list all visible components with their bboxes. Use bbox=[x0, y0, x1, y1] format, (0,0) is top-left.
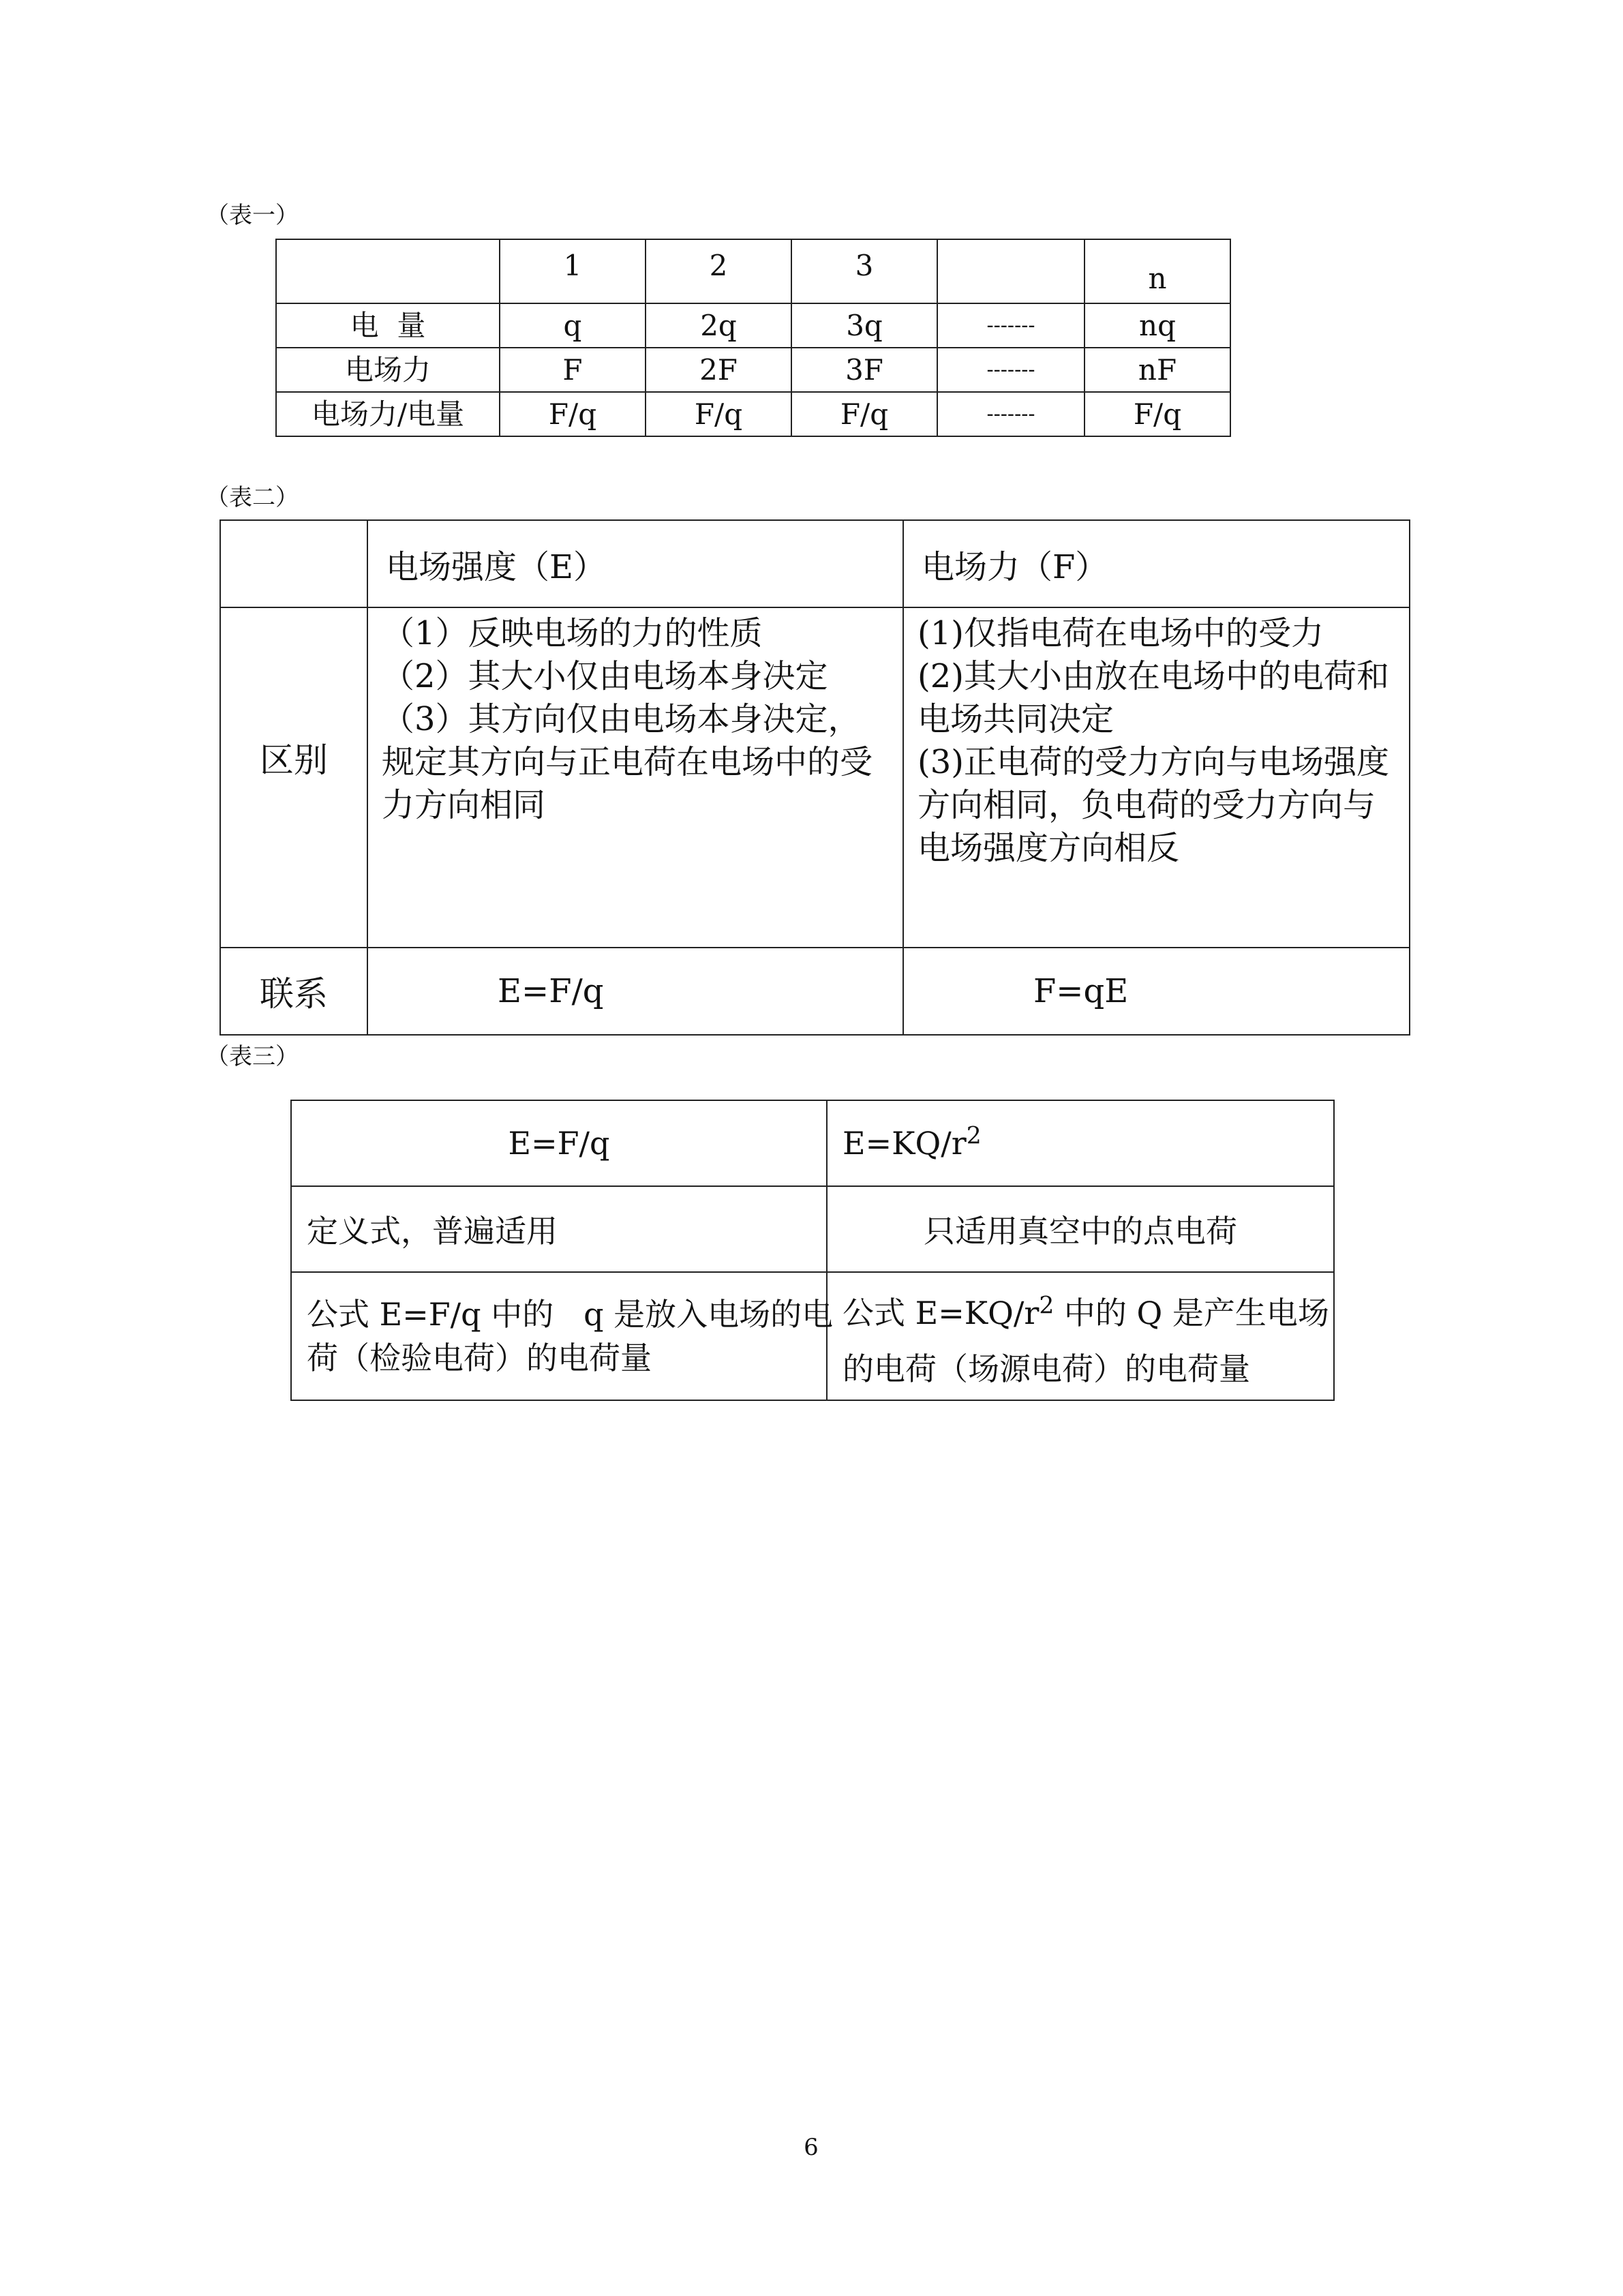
difference-label: 区别 bbox=[220, 607, 367, 948]
text-line: 方向相同，负电荷的受力方向与 bbox=[917, 786, 1376, 824]
charge-force-table bbox=[275, 239, 1231, 437]
table-row bbox=[291, 1186, 1334, 1272]
column-header-3: 3 bbox=[855, 248, 874, 282]
table-cell: nF bbox=[1084, 348, 1230, 392]
formula-comparison-table bbox=[290, 1100, 1335, 1401]
column-header-n: n bbox=[1148, 261, 1167, 295]
field-strength-header: 电场强度（E） bbox=[367, 520, 903, 607]
text-line: 电场强度方向相反 bbox=[917, 829, 1180, 867]
relation-row bbox=[220, 948, 1410, 1035]
text-line: （2）其大小仅由电场本身决定 bbox=[382, 657, 828, 695]
table-header-row bbox=[291, 1100, 1334, 1186]
applicability-general: 定义式，普遍适用 bbox=[291, 1186, 827, 1272]
source-charge-description bbox=[827, 1272, 1334, 1400]
row-label: 电场力 bbox=[276, 348, 500, 392]
table1-caption: （表一） bbox=[206, 202, 299, 229]
text-line: (1)仅指电荷在电场中的受力 bbox=[917, 614, 1324, 652]
table-row bbox=[276, 392, 1230, 436]
text-fragment: 中的 Q 是产生电场 bbox=[1054, 1295, 1329, 1331]
table3-caption: （表三） bbox=[206, 1043, 299, 1070]
text-line: (2)其大小由放在电场中的电荷和 bbox=[917, 657, 1389, 695]
text-line: 公式 E=F/q 中的 q 是放入电场的电 bbox=[307, 1296, 834, 1333]
text-line: 电场共同决定 bbox=[917, 700, 1114, 738]
table-cell: nq bbox=[1084, 303, 1230, 348]
table-row bbox=[276, 348, 1230, 392]
electric-force-header: 电场力（F） bbox=[903, 520, 1410, 607]
text-line bbox=[843, 1291, 1333, 1335]
text-fragment: 公式 E=KQ/r bbox=[843, 1295, 1040, 1331]
field-strength-differences bbox=[367, 607, 903, 948]
text-line: 规定其方向与正电荷在电场中的受 bbox=[382, 743, 873, 781]
electric-force-formula: F=qE bbox=[903, 948, 1410, 1035]
table2-caption: （表二） bbox=[206, 484, 299, 511]
field-strength-formula: E=F/q bbox=[367, 948, 903, 1035]
text-line: (3)正电荷的受力方向与电场强度 bbox=[917, 743, 1389, 781]
text-line: 荷（检验电荷）的电荷量 bbox=[307, 1340, 652, 1376]
field-strength-vs-force-table bbox=[219, 519, 1410, 1036]
table-cell: F/q bbox=[646, 392, 791, 436]
table-cell: 2q bbox=[646, 303, 791, 348]
relation-label: 联系 bbox=[220, 948, 367, 1035]
text-line: （1）反映电场的力的性质 bbox=[382, 614, 763, 652]
table-cell: 3q bbox=[791, 303, 937, 348]
text-line: 力方向相同 bbox=[382, 786, 546, 824]
table-cell: ------- bbox=[937, 303, 1084, 348]
text-line: （3）其方向仅由电场本身决定， bbox=[382, 700, 861, 738]
formula-exponent: 2 bbox=[966, 1122, 982, 1150]
difference-row bbox=[220, 607, 1410, 948]
definition-formula-header: E=F/q bbox=[291, 1100, 827, 1186]
table-header-row bbox=[220, 520, 1410, 607]
electric-force-differences bbox=[903, 607, 1410, 948]
test-charge-description bbox=[291, 1272, 834, 1400]
table-cell: q bbox=[500, 303, 646, 348]
table-cell: F/q bbox=[1084, 392, 1230, 436]
table-row bbox=[276, 303, 1230, 348]
page-number: 6 bbox=[804, 2134, 819, 2161]
formula-exponent: 2 bbox=[1039, 1292, 1055, 1320]
column-header-2: 2 bbox=[709, 248, 728, 282]
empty-header-cell bbox=[276, 239, 500, 303]
table-cell: F/q bbox=[791, 392, 937, 436]
formula-base: E=KQ/r bbox=[843, 1125, 967, 1162]
table-cell: ------- bbox=[937, 392, 1084, 436]
table-cell: 3F bbox=[791, 348, 937, 392]
point-charge-formula-header bbox=[827, 1100, 1334, 1186]
table-cell: 2F bbox=[646, 348, 791, 392]
text-line: 的电荷（场源电荷）的电荷量 bbox=[843, 1350, 1250, 1387]
row-label: 电 量 bbox=[276, 303, 500, 348]
column-header-1: 1 bbox=[563, 248, 582, 282]
table-cell: F bbox=[500, 348, 646, 392]
applicability-point-charge: 只适用真空中的点电荷 bbox=[827, 1186, 1334, 1272]
table-cell: F/q bbox=[500, 392, 646, 436]
table-cell: ------- bbox=[937, 348, 1084, 392]
table-header-row bbox=[276, 239, 1230, 303]
table-row bbox=[291, 1272, 1334, 1400]
empty-header-cell bbox=[220, 520, 367, 607]
row-label: 电场力/电量 bbox=[276, 392, 500, 436]
